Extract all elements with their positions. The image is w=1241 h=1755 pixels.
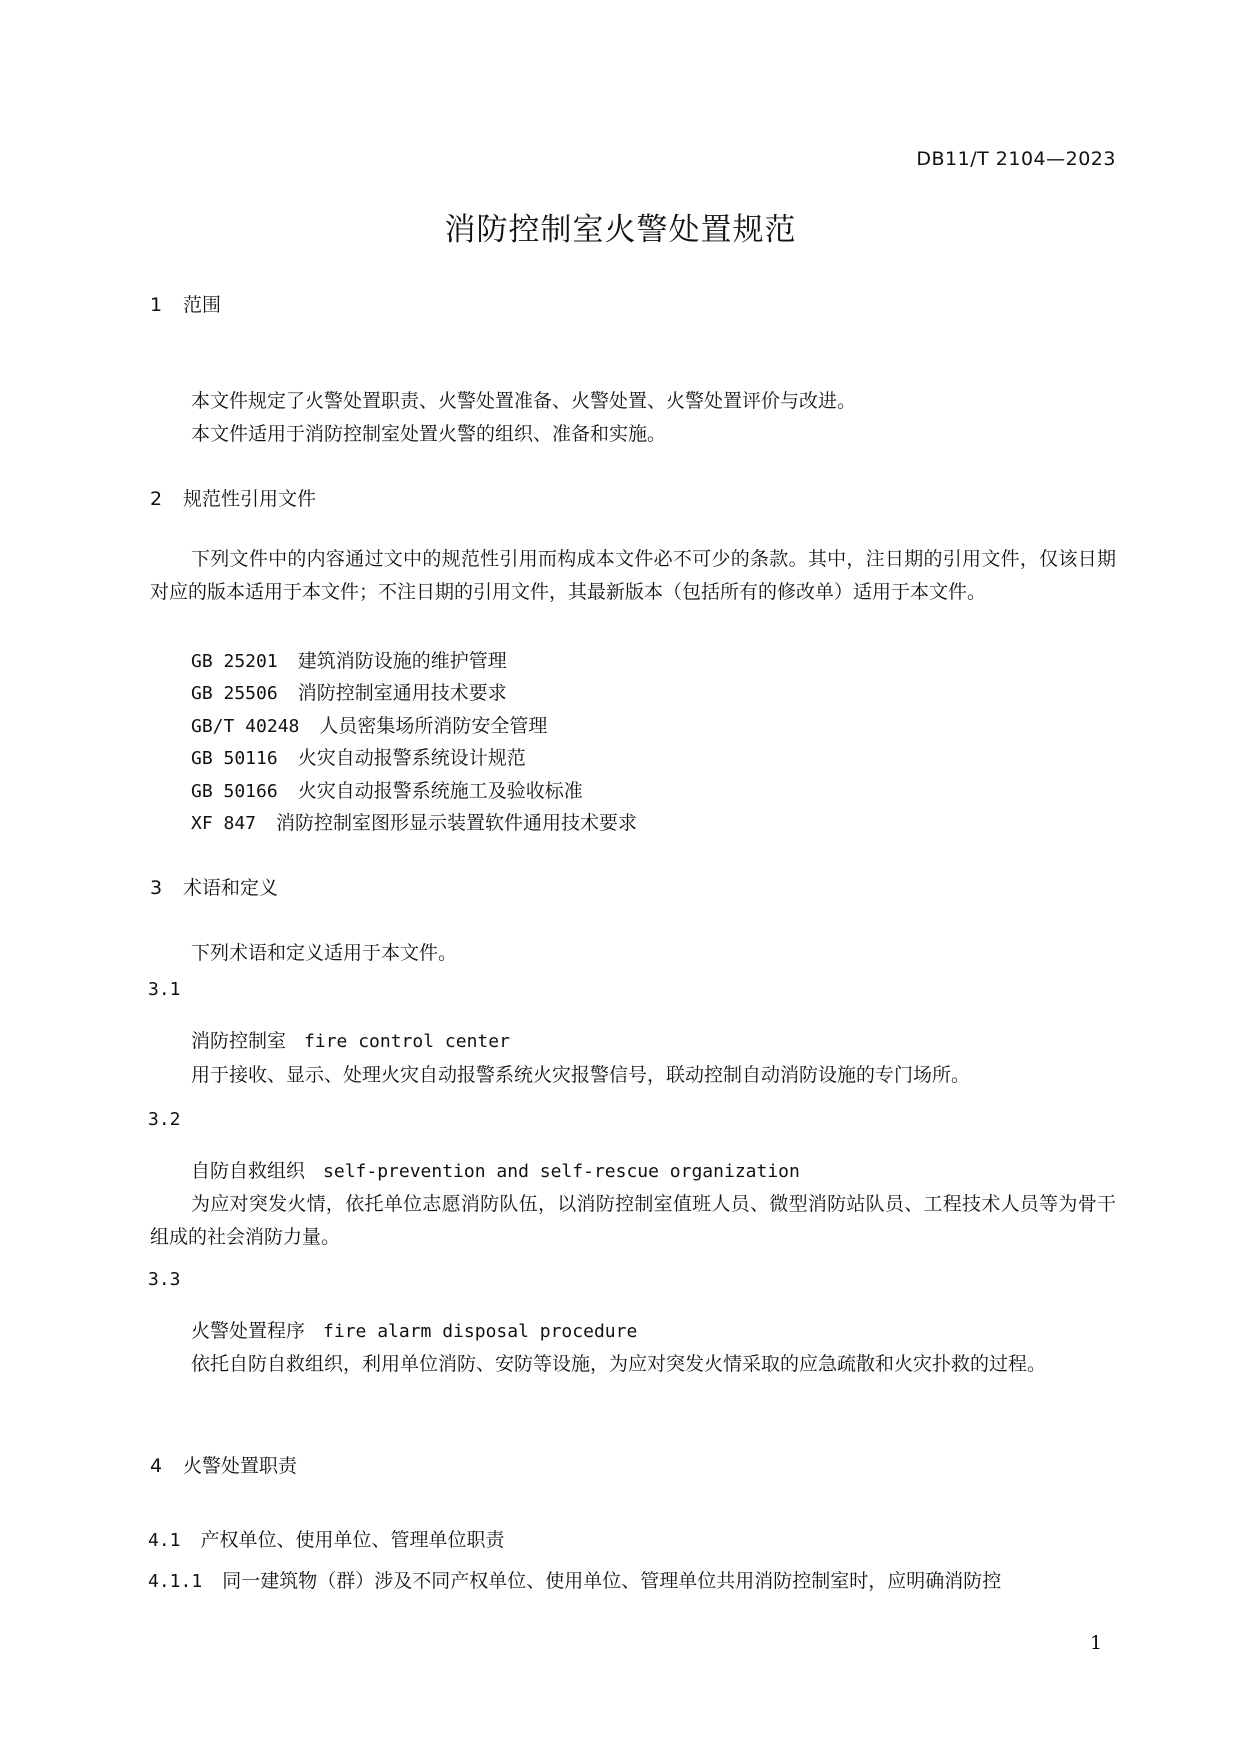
reference-item <box>191 678 507 705</box>
reference-code: GB 25506 <box>191 683 278 704</box>
term-number: 3.2 <box>148 1109 181 1130</box>
document-number: DB11/T 2104—2023 <box>916 148 1116 170</box>
subsection-4-1-heading <box>148 1525 505 1552</box>
term-heading <box>191 1026 510 1053</box>
term-definition: 依托自防自救组织，利用单位消防、安防等设施，为应对突发火情采取的应急疏散和火灾扑救的过程。 <box>191 1353 1047 1375</box>
section-title: 规范性引用文件 <box>183 488 317 510</box>
reference-name: 建筑消防设施的维护管理 <box>297 650 507 672</box>
term-chinese: 自防自救组织 <box>191 1160 306 1182</box>
term-english: self-prevention and self-rescue organization <box>323 1161 800 1182</box>
term-english: fire alarm disposal procedure <box>323 1321 638 1342</box>
term-definition: 用于接收、显示、处理火灾自动报警系统火灾报警信号，联动控制自动消防设施的专门场所。 <box>191 1064 971 1086</box>
reference-item <box>191 711 547 738</box>
term-number: 3.1 <box>148 979 181 1000</box>
section-number: 3 <box>150 877 163 899</box>
term-number: 3.3 <box>148 1269 181 1290</box>
subsection-title: 产权单位、使用单位、管理单位职责 <box>200 1529 505 1551</box>
reference-code: XF 847 <box>191 813 257 834</box>
document-title: 消防控制室火警处置规范 <box>444 212 797 248</box>
term-definition: 为应对突发火情，依托单位志愿消防队伍，以消防控制室值班人员、微型消防站队员、工程技术人员等为骨干组成的社会消防力量。 <box>150 1193 1116 1248</box>
term-chinese: 消防控制室 <box>191 1030 287 1052</box>
reference-code: GB 50166 <box>191 781 278 802</box>
section-number: 1 <box>150 294 163 316</box>
section-title: 范围 <box>183 294 222 316</box>
reference-name: 人员密集场所消防安全管理 <box>319 715 548 737</box>
reference-name: 火灾自动报警系统设计规范 <box>297 747 526 769</box>
term-heading <box>191 1316 637 1343</box>
clause-4-1-1 <box>148 1566 1001 1593</box>
reference-name: 消防控制室图形显示装置软件通用技术要求 <box>276 812 638 834</box>
section-2-heading <box>150 484 316 511</box>
section-4-heading <box>150 1451 297 1478</box>
section-number: 2 <box>150 488 163 510</box>
clause-text: 同一建筑物（群）涉及不同产权单位、使用单位、管理单位共用消防控制室时，应明确消防控 <box>222 1570 1002 1592</box>
reference-item <box>191 776 583 803</box>
term-english: fire control center <box>304 1031 510 1052</box>
term-chinese: 火警处置程序 <box>191 1320 306 1342</box>
section-3-heading <box>150 873 278 900</box>
reference-item <box>191 808 637 835</box>
section-number: 4 <box>150 1455 163 1477</box>
page-number: 1 <box>1090 1632 1103 1654</box>
reference-name: 消防控制室通用技术要求 <box>297 682 507 704</box>
term-heading <box>191 1156 800 1183</box>
reference-code: GB/T 40248 <box>191 716 300 737</box>
reference-code: GB 25201 <box>191 651 278 672</box>
reference-name: 火灾自动报警系统施工及验收标准 <box>297 780 583 802</box>
reference-item <box>191 743 526 770</box>
reference-item <box>191 646 507 673</box>
section-1-paragraph-1: 本文件规定了火警处置职责、火警处置准备、火警处置、火警处置评价与改进。 <box>191 390 857 412</box>
section-2-intro: 下列文件中的内容通过文中的规范性引用而构成本文件必不可少的条款。其中，注日期的引用文件，仅该日期对应的版本适用于本文件；不注日期的引用文件，其最新版本（包括所有的修改单）适用于本文件。 <box>150 548 1116 603</box>
section-title: 术语和定义 <box>183 877 279 899</box>
section-1-heading <box>150 290 221 317</box>
reference-code: GB 50116 <box>191 748 278 769</box>
subsection-number: 4.1 <box>148 1530 181 1551</box>
section-1-paragraph-2: 本文件适用于消防控制室处置火警的组织、准备和实施。 <box>191 423 667 445</box>
clause-number: 4.1.1 <box>148 1571 203 1592</box>
section-3-intro: 下列术语和定义适用于本文件。 <box>191 942 458 964</box>
section-title: 火警处置职责 <box>183 1455 298 1477</box>
